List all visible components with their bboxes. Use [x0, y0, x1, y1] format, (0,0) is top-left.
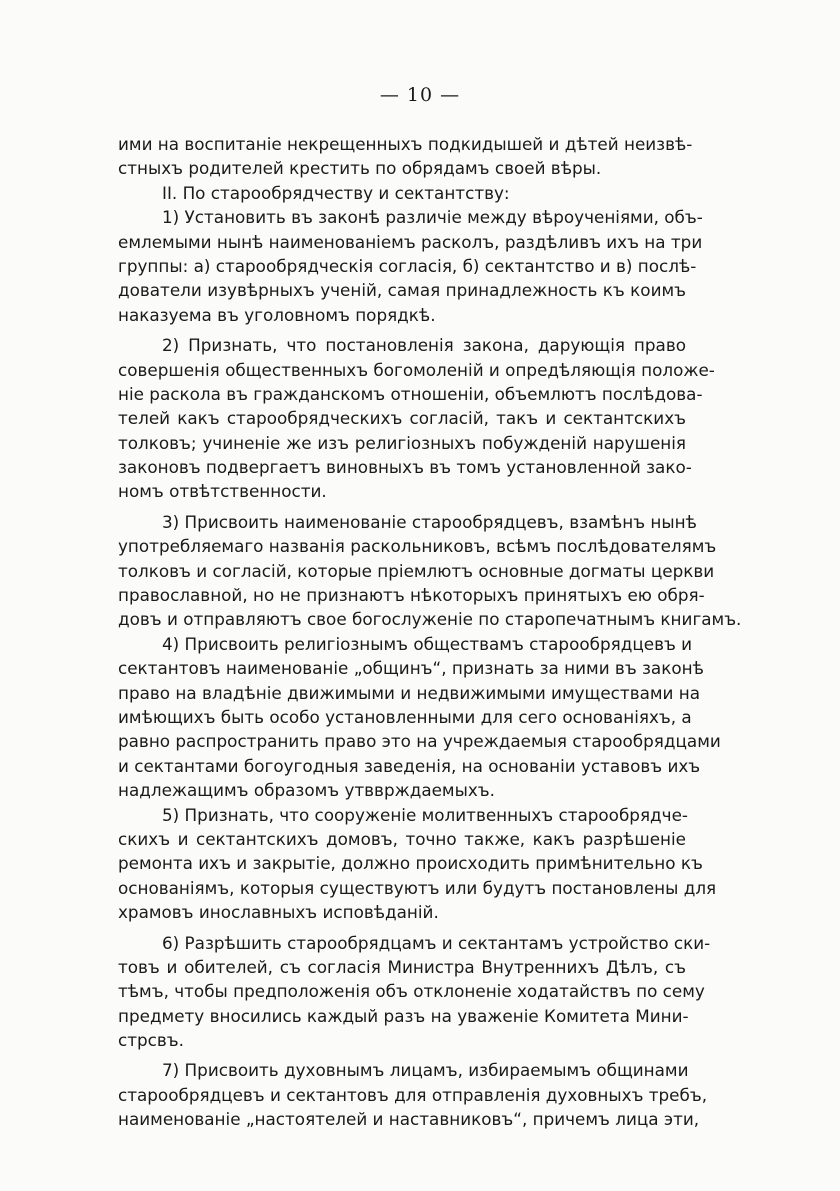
text-line: 2) Признать, что постановленія закона, дарующія право	[162, 335, 686, 356]
text-line: православной, но не признаютъ нѣкоторыхъ принятыхъ ею обря-	[118, 585, 705, 606]
text-line: предмету вносились каждый разъ на уваженіе Комитета Мини-	[118, 1005, 689, 1026]
text-line: законовъ подвергаетъ виновныхъ въ томъ установленной зако-	[118, 457, 692, 478]
text-line: ніе раскола въ гражданскомъ отношеніи, объемлютъ послѣдова-	[118, 383, 703, 404]
text-line: стрсвъ.	[118, 1030, 184, 1051]
page-number: — 10 —	[379, 84, 461, 106]
text-line: телей какъ старообрядческихъ согласій, такъ и сектантскихъ	[118, 408, 686, 429]
text-line: равно распространить право это на учреждаемыя старообрядцами	[118, 731, 721, 752]
text-line: группы: а) старообрядческія согласія, б) сектантство и в) послѣ-	[118, 255, 697, 276]
text-line: право на владѣніе движимыми и недвижимыми имуществами на	[118, 682, 701, 703]
text-line: 4) Присвоить религіознымъ обществамъ старообрядцевъ и	[162, 633, 693, 654]
body-text	[118, 132, 742, 1132]
text-line: надлежащимъ образомъ утвврждаемыхъ.	[118, 780, 495, 801]
text-line: употребляемаго названія раскольниковъ, всѣмъ послѣдователямъ	[118, 536, 717, 557]
text-line: номъ отвѣтственности.	[118, 481, 327, 502]
text-line: имѣющихъ быть особо установленными для сего основаніяхъ, а	[118, 706, 692, 727]
text-line: товъ и обителей, съ согласія Министра Внутреннихъ Дѣлъ, съ	[118, 956, 686, 977]
text-line: емлемыми нынѣ наименованіемъ расколъ, раздѣливъ ихъ на три	[118, 231, 703, 252]
text-line: тѣмъ, чтобы предположенія объ отклоненіе ходатайствъ по сему	[118, 981, 705, 1002]
text-line: довъ и отправляютъ свое богослуженіе по старопечатнымъ книгамъ.	[118, 609, 742, 630]
text-line: толковъ; учиненіе же изъ религіозныхъ побужденій нарушенія	[118, 432, 686, 453]
text-line: и сектантами богоугодныя заведенія, на основаніи уставовъ ихъ	[118, 755, 701, 776]
text-line: старообрядцевъ и сектантовъ для отправленія духовныхъ требъ,	[118, 1084, 708, 1105]
text-line: толковъ и согласій, которые пріемлютъ основные догматы церкви	[118, 560, 715, 581]
text-line: дователи изувѣрныхъ ученій, самая принадлежность къ коимъ	[118, 280, 686, 301]
text-line: 3) Присвоить наименованіе старообрядцевъ, взамѣнъ нынѣ	[162, 511, 697, 532]
text-line: наименованіе „настоятелей и наставниковъ“, причемъ лица эти,	[118, 1109, 700, 1130]
text-line: совершенія общественныхъ богомоленій и опредѣляющія положе-	[118, 359, 715, 380]
text-line: 5) Признать, что сооруженіе молитвенныхъ старообрядче-	[162, 804, 688, 825]
text-line: сектантовъ наименованіе „общинъ“, признать за ними въ законѣ	[118, 658, 704, 679]
text-line: ими на воспитаніе некрещенныхъ подкидышей и дѣтей неизвѣ-	[118, 134, 693, 154]
text-line: II. По старообрядчеству и сектантству:	[162, 182, 510, 203]
text-line: храмовъ инославныхъ исповѣданій.	[118, 902, 439, 923]
text-line: наказуема въ уголовномъ порядкѣ.	[118, 304, 436, 325]
text-line: стныхъ родителей крестить по обрядамъ своей вѣры.	[118, 158, 602, 179]
text-line: ремонта ихъ и закрытіе, должно происходить примѣнительно къ	[118, 853, 703, 874]
text-line: скихъ и сектантскихъ домовъ, точно также, какъ разрѣшеніе	[118, 828, 686, 849]
text-line: 7) Присвоить духовнымъ лицамъ, избираемымъ общинами	[162, 1060, 689, 1081]
text-line: 1) Установить въ законѣ различіе между вѣроученіями, объ-	[162, 207, 703, 228]
text-line: основаніямъ, которыя существуютъ или будутъ постановлены для	[118, 877, 717, 898]
text-line: 6) Разрѣшить старообрядцамъ и сектантамъ устройство ски-	[162, 932, 711, 953]
